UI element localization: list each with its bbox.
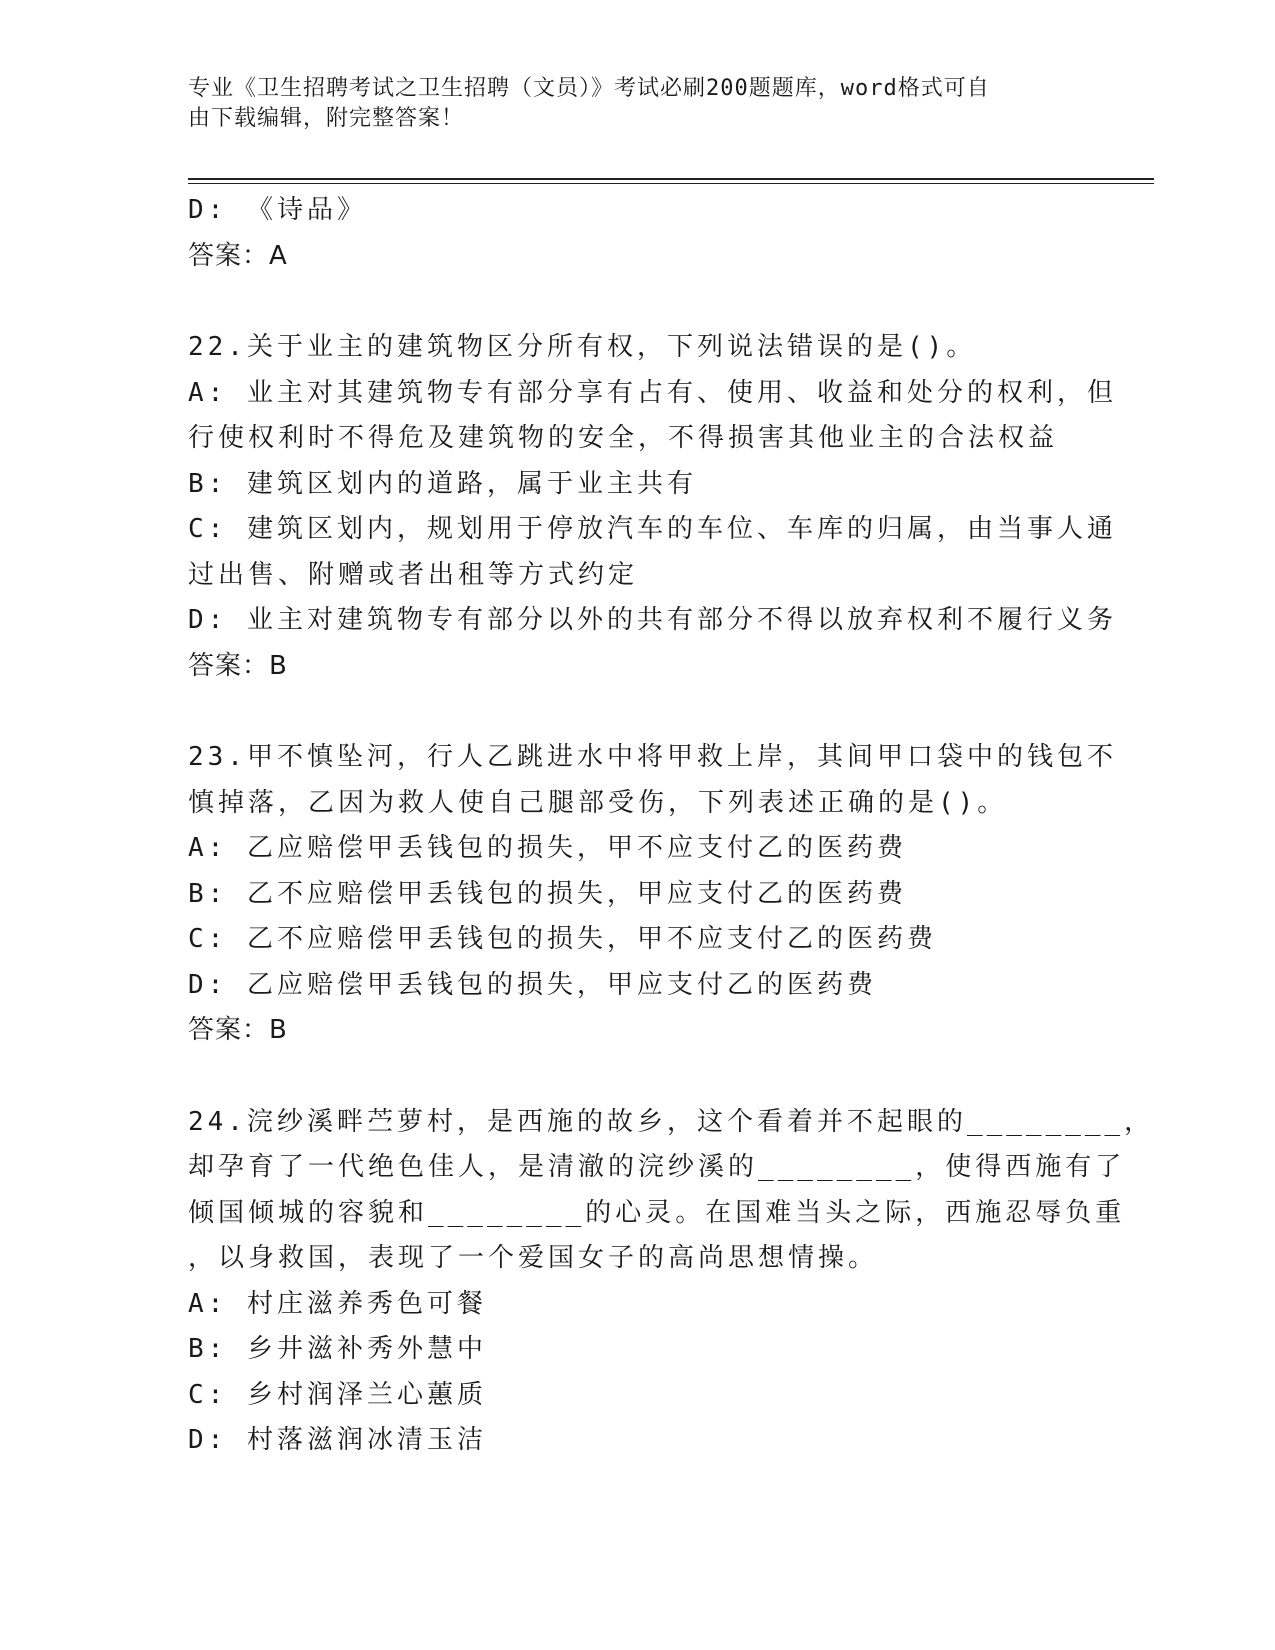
question-22-option-a-line-2: 行使权利时不得危及建筑物的安全，不得损害其他业主的合法权益 [188, 423, 1059, 453]
question-24-option-c: C: 乡村润泽兰心蕙质 [188, 1379, 487, 1410]
question-22-stem: 22.关于业主的建筑物区分所有权，下列说法错误的是()。 [188, 332, 977, 362]
question-24 [188, 1100, 1155, 1464]
question-24-stem-line-3: 倾国倾城的容貌和________的心灵。在国难当头之际，西施忍辱负重 [188, 1197, 1126, 1228]
question-24-option-a: A: 村庄滋养秀色可餐 [188, 1288, 487, 1319]
spacer [188, 279, 1088, 325]
question-22-option-d: D: 业主对建筑物专有部分以外的共有部分不得以放弃权利不履行义务 [188, 605, 1117, 635]
question-23-option-c: C: 乙不应赔偿甲丢钱包的损失，甲不应支付乙的医药费 [188, 924, 937, 954]
question-23-option-b: B: 乙不应赔偿甲丢钱包的损失，甲应支付乙的医药费 [188, 878, 907, 909]
question-21-option-d: D: 《诗品》 [188, 195, 367, 225]
question-22-option-b: B: 建筑区划内的道路，属于业主共有 [188, 468, 697, 499]
question-24-stem-line-1: 24.浣纱溪畔苎萝村，是西施的故乡，这个看着并不起眼的________， [188, 1106, 1155, 1137]
question-23-option-a: A: 乙应赔偿甲丢钱包的损失，甲不应支付乙的医药费 [188, 833, 907, 863]
question-23-option-d: D: 乙应赔偿甲丢钱包的损失，甲应支付乙的医药费 [188, 969, 877, 1000]
question-list [188, 188, 1155, 1464]
header-title-line-2: 由下载编辑，附完整答案！ [188, 106, 465, 131]
question-24-option-d: D: 村落滋润冰清玉洁 [188, 1425, 487, 1455]
header-divider-thin [188, 183, 1154, 184]
question-22-answer: 答案：B [188, 650, 288, 681]
question-24-stem-line-2: 却孕育了一代绝色佳人，是清澈的浣纱溪的________，使得西施有了 [188, 1152, 1126, 1182]
question-21-tail [188, 188, 1088, 279]
question-24-stem-line-4: ，以身救国，表现了一个爱国女子的高尚思想情操。 [188, 1243, 879, 1273]
question-23-stem-line-2: 慎掉落，乙因为救人使自己腿部受伤，下列表述正确的是()。 [188, 787, 1008, 818]
question-23-answer: 答案：B [188, 1015, 288, 1045]
header-title-line-1: 专业《卫生招聘考试之卫生招聘（文员）》考试必刷200题题库，word格式可自 [188, 76, 990, 101]
question-22-option-c-line-2: 过出售、附赠或者出租等方式约定 [188, 559, 639, 590]
question-22-option-c-line-1: C: 建筑区划内，规划用于停放汽车的车位、车库的归属，由当事人通 [188, 514, 1117, 544]
question-22-option-a-line-1: A: 业主对其建筑物专有部分享有占有、使用、收益和处分的权利，但 [188, 377, 1117, 408]
question-24-option-b: B: 乡井滋补秀外慧中 [188, 1334, 487, 1364]
question-21-answer: 答案：A [188, 240, 288, 271]
spacer [188, 1054, 1088, 1100]
question-23 [188, 735, 1117, 1054]
header-divider-thick [188, 178, 1154, 180]
document-header [188, 74, 1068, 134]
question-22 [188, 325, 1117, 689]
spacer [188, 689, 1088, 735]
question-23-stem-line-1: 23.甲不慎坠河，行人乙跳进水中将甲救上岸，其间甲口袋中的钱包不 [188, 742, 1117, 772]
